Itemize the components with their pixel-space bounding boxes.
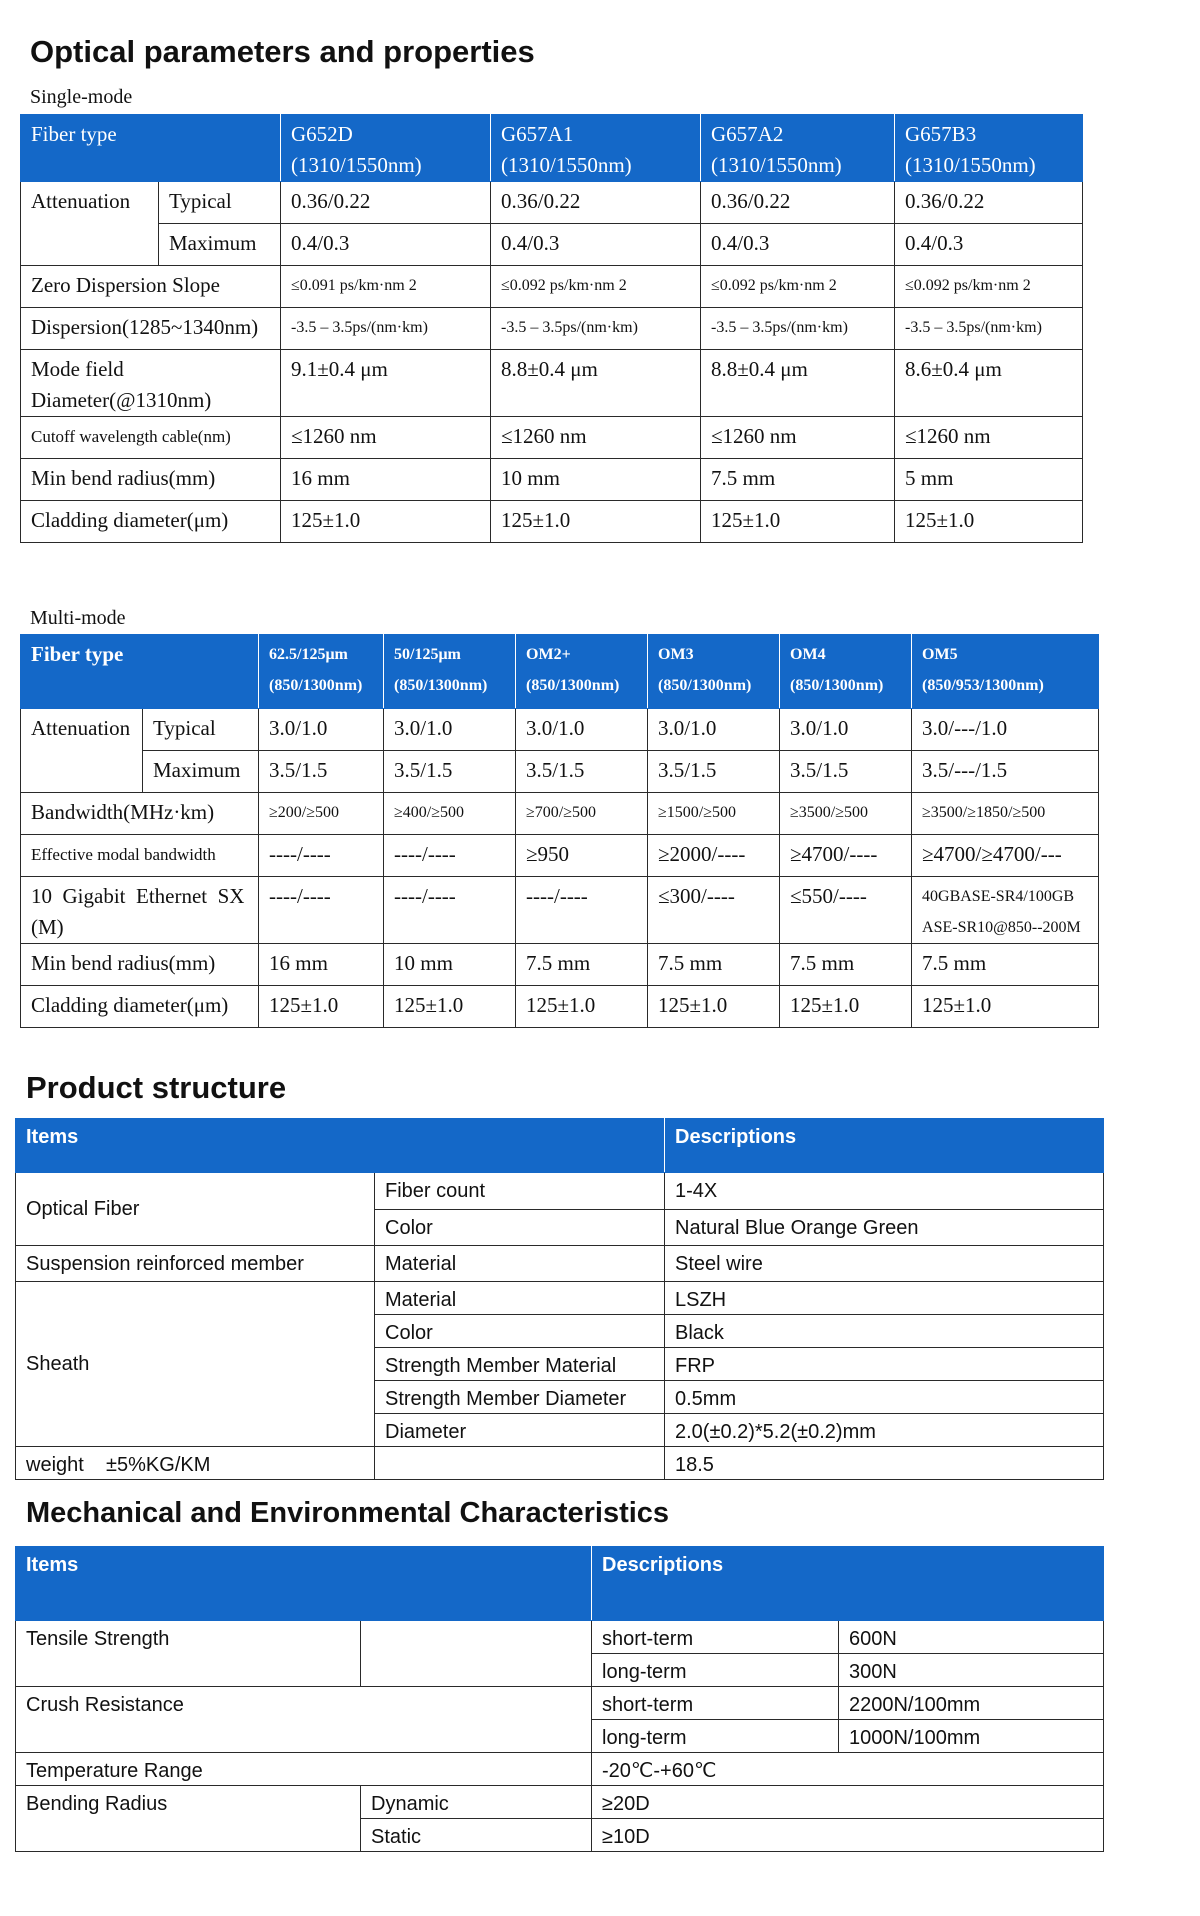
row-sublabel: Typical [143, 709, 259, 751]
row-sublabel: Strength Member Material [375, 1348, 665, 1381]
header-cell: Fiber type [21, 635, 259, 709]
table-cell: 5 mm [895, 459, 1083, 501]
row-label: Tensile Strength [16, 1621, 361, 1687]
header-cell: OM3 (850/1300nm) [648, 635, 780, 709]
items-header: Items [16, 1119, 665, 1173]
row-label: Temperature Range [16, 1753, 592, 1786]
row-sublabel: Strength Member Diameter [375, 1381, 665, 1414]
row-label: Cladding diameter(μm) [21, 501, 281, 543]
table-cell: ≤550/---- [780, 877, 912, 944]
table-cell: 2.0(±0.2)*5.2(±0.2)mm [665, 1414, 1104, 1447]
row-label: weight ±5%KG/KM [16, 1447, 375, 1480]
row-sublabel: Color [375, 1315, 665, 1348]
table-cell [375, 1447, 665, 1480]
table-cell: 3.0/1.0 [780, 709, 912, 751]
table-row [21, 751, 1099, 793]
table-cell: 0.4/0.3 [895, 224, 1083, 266]
table-cell: ----/---- [384, 877, 516, 944]
table-cell: 125±1.0 [701, 501, 895, 543]
descriptions-header: Descriptions [592, 1547, 1104, 1621]
table-cell: -3.5 – 3.5ps/(nm·km) [701, 308, 895, 350]
table-cell: ≥20D [592, 1786, 1104, 1819]
table-cell: ----/---- [259, 877, 384, 944]
mechanical-table [15, 1546, 1104, 1852]
table-row [21, 501, 1083, 543]
table-cell: ≤0.092 ps/km·nm 2 [491, 266, 701, 308]
header-cell: 62.5/125μm (850/1300nm) [259, 635, 384, 709]
table-cell: 0.36/0.22 [895, 182, 1083, 224]
table-cell: ≥4700/≥4700/--- [912, 835, 1099, 877]
row-label: Sheath [16, 1282, 375, 1447]
table-cell: 16 mm [281, 459, 491, 501]
table-cell: 125±1.0 [895, 501, 1083, 543]
table-row [21, 986, 1099, 1028]
header-cell: 50/125μm (850/1300nm) [384, 635, 516, 709]
table-row [21, 308, 1083, 350]
mechanical-title: Mechanical and Environmental Characteristics [26, 1497, 670, 1529]
table-row [21, 224, 1083, 266]
table-cell: 3.0/1.0 [259, 709, 384, 751]
table-cell: ----/---- [516, 877, 648, 944]
table-row [16, 1786, 1104, 1819]
table-cell: 125±1.0 [912, 986, 1099, 1028]
table-cell: ≤0.092 ps/km·nm 2 [895, 266, 1083, 308]
table-cell: Natural Blue Orange Green [665, 1210, 1104, 1246]
table-cell: 0.36/0.22 [491, 182, 701, 224]
row-sublabel: Static [361, 1819, 592, 1852]
multi-mode-caption: Multi-mode [30, 607, 126, 629]
table-cell: 0.4/0.3 [701, 224, 895, 266]
row-label: Min bend radius(mm) [21, 459, 281, 501]
header-cell: G652D (1310/1550nm) [281, 115, 491, 182]
header-cell: G657A1 (1310/1550nm) [491, 115, 701, 182]
header-cell: OM2+ (850/1300nm) [516, 635, 648, 709]
table-cell: 7.5 mm [701, 459, 895, 501]
table-cell: ≥2000/---- [648, 835, 780, 877]
table-cell: 125±1.0 [491, 501, 701, 543]
table-cell: 0.36/0.22 [701, 182, 895, 224]
table-cell: 1-4X [665, 1173, 1104, 1210]
table-row [16, 1753, 1104, 1786]
table-cell: 3.5/1.5 [516, 751, 648, 793]
table-cell: 8.6±0.4 μm [895, 350, 1083, 417]
row-label: Min bend radius(mm) [21, 944, 259, 986]
table-cell: 3.5/1.5 [259, 751, 384, 793]
table-row [21, 266, 1083, 308]
single-mode-table [20, 114, 1083, 543]
table-cell: ≥700/≥500 [516, 793, 648, 835]
table-row [16, 1621, 1104, 1654]
table-cell: 9.1±0.4 μm [281, 350, 491, 417]
table-cell: 3.0/1.0 [516, 709, 648, 751]
header-cell: OM4 (850/1300nm) [780, 635, 912, 709]
table-row [16, 1687, 1104, 1720]
table-cell: ≤300/---- [648, 877, 780, 944]
table-row [21, 709, 1099, 751]
row-label: Suspension reinforced member [16, 1246, 375, 1282]
table-cell: ≥3500/≥1850/≥500 [912, 793, 1099, 835]
row-label: Effective modal bandwidth [21, 835, 259, 877]
row-sublabel: Typical [159, 182, 281, 224]
row-sublabel: Dynamic [361, 1786, 592, 1819]
table-cell: -3.5 – 3.5ps/(nm·km) [281, 308, 491, 350]
table-cell: 0.4/0.3 [281, 224, 491, 266]
table-cell: Black [665, 1315, 1104, 1348]
row-sublabel: Maximum [143, 751, 259, 793]
table-cell: 3.0/---/1.0 [912, 709, 1099, 751]
multi-mode-table [20, 634, 1099, 1028]
header-cell: G657B3 (1310/1550nm) [895, 115, 1083, 182]
row-label: Cutoff wavelength cable(nm) [21, 417, 281, 459]
optical-title: Optical parameters and properties [30, 34, 535, 69]
row-label: 10 Gigabit Ethernet SX (M) [21, 877, 259, 944]
table-cell: 3.0/1.0 [384, 709, 516, 751]
table-row [16, 1282, 1104, 1315]
table-cell: ≤1260 nm [491, 417, 701, 459]
table-cell: ≥400/≥500 [384, 793, 516, 835]
table-cell: 0.36/0.22 [281, 182, 491, 224]
items-header: Items [16, 1547, 592, 1621]
row-label: Cladding diameter(μm) [21, 986, 259, 1028]
table-cell: -20℃-+60℃ [592, 1753, 1104, 1786]
table-cell: 1000N/100mm [839, 1720, 1104, 1753]
table-row [21, 877, 1099, 944]
table-cell: 2200N/100mm [839, 1687, 1104, 1720]
table-cell: FRP [665, 1348, 1104, 1381]
table-cell: ≤0.091 ps/km·nm 2 [281, 266, 491, 308]
row-sublabel: long-term [592, 1654, 839, 1687]
table-cell: 300N [839, 1654, 1104, 1687]
table-row [16, 1447, 1104, 1480]
table-cell: 125±1.0 [384, 986, 516, 1028]
row-sublabel: short-term [592, 1687, 839, 1720]
table-cell: 3.0/1.0 [648, 709, 780, 751]
table-cell: ≤0.092 ps/km·nm 2 [701, 266, 895, 308]
table-cell: ≥3500/≥500 [780, 793, 912, 835]
table-cell: -3.5 – 3.5ps/(nm·km) [491, 308, 701, 350]
table-cell: LSZH [665, 1282, 1104, 1315]
table-cell: 8.8±0.4 μm [491, 350, 701, 417]
table-cell: 125±1.0 [259, 986, 384, 1028]
table-row [16, 1173, 1104, 1210]
product-structure-table [15, 1118, 1104, 1480]
header-cell: OM5 (850/953/1300nm) [912, 635, 1099, 709]
table-cell: 16 mm [259, 944, 384, 986]
table-cell: 3.5/---/1.5 [912, 751, 1099, 793]
row-sublabel: Diameter [375, 1414, 665, 1447]
table-cell: 0.5mm [665, 1381, 1104, 1414]
table-cell: 40GBASE-SR4/100GB ASE-SR10@850--200M [912, 877, 1099, 944]
table-cell: 7.5 mm [780, 944, 912, 986]
table-cell: 0.4/0.3 [491, 224, 701, 266]
table-cell: 3.5/1.5 [384, 751, 516, 793]
table-cell: ≤1260 nm [701, 417, 895, 459]
table-cell: ----/---- [259, 835, 384, 877]
table-cell: 10 mm [384, 944, 516, 986]
table-cell: ≥10D [592, 1819, 1104, 1852]
header-cell: G657A2 (1310/1550nm) [701, 115, 895, 182]
table-row [21, 793, 1099, 835]
table-cell: ≤1260 nm [895, 417, 1083, 459]
row-sublabel: Material [375, 1246, 665, 1282]
table-cell: 7.5 mm [648, 944, 780, 986]
table-header-row [21, 115, 1083, 182]
table-cell: 18.5 [665, 1447, 1104, 1480]
row-label: Zero Dispersion Slope [21, 266, 281, 308]
table-row [21, 835, 1099, 877]
table-cell: ≥950 [516, 835, 648, 877]
row-label: Bending Radius [16, 1786, 361, 1852]
row-label: Attenuation [21, 182, 159, 266]
row-label: Bandwidth(MHz·km) [21, 793, 259, 835]
table-row [21, 417, 1083, 459]
table-row [21, 350, 1083, 417]
row-sublabel: Material [375, 1282, 665, 1315]
table-cell: 7.5 mm [516, 944, 648, 986]
table-cell: 10 mm [491, 459, 701, 501]
descriptions-header: Descriptions [665, 1119, 1104, 1173]
row-sublabel: Fiber count [375, 1173, 665, 1210]
table-cell: ≥200/≥500 [259, 793, 384, 835]
table-cell: ≥1500/≥500 [648, 793, 780, 835]
table-cell: 125±1.0 [780, 986, 912, 1028]
header-cell: Fiber type [21, 115, 281, 182]
table-cell: 3.5/1.5 [648, 751, 780, 793]
table-cell: ≥4700/---- [780, 835, 912, 877]
row-label: Optical Fiber [16, 1173, 375, 1246]
table-row [16, 1246, 1104, 1282]
row-sublabel: Maximum [159, 224, 281, 266]
table-cell: 125±1.0 [516, 986, 648, 1028]
row-sublabel: long-term [592, 1720, 839, 1753]
table-cell: -3.5 – 3.5ps/(nm·km) [895, 308, 1083, 350]
table-row [21, 182, 1083, 224]
table-cell: 7.5 mm [912, 944, 1099, 986]
table-row [21, 944, 1099, 986]
table-row [21, 459, 1083, 501]
table-header-row [16, 1547, 1104, 1621]
table-cell: 125±1.0 [281, 501, 491, 543]
single-mode-caption: Single-mode [30, 86, 133, 108]
table-cell: 125±1.0 [648, 986, 780, 1028]
table-cell: Steel wire [665, 1246, 1104, 1282]
row-label: Dispersion(1285~1340nm) [21, 308, 281, 350]
table-header-row [16, 1119, 1104, 1173]
row-label: Crush Resistance [16, 1687, 592, 1753]
row-label: Attenuation [21, 709, 143, 793]
product-structure-title: Product structure [26, 1070, 287, 1105]
table-cell [361, 1621, 592, 1687]
row-sublabel: Color [375, 1210, 665, 1246]
table-cell: 8.8±0.4 μm [701, 350, 895, 417]
table-cell: ≤1260 nm [281, 417, 491, 459]
table-cell: 3.5/1.5 [780, 751, 912, 793]
row-sublabel: short-term [592, 1621, 839, 1654]
table-header-row [21, 635, 1099, 709]
table-cell: 600N [839, 1621, 1104, 1654]
table-cell: ----/---- [384, 835, 516, 877]
row-label: Mode field Diameter(@1310nm) [21, 350, 281, 417]
